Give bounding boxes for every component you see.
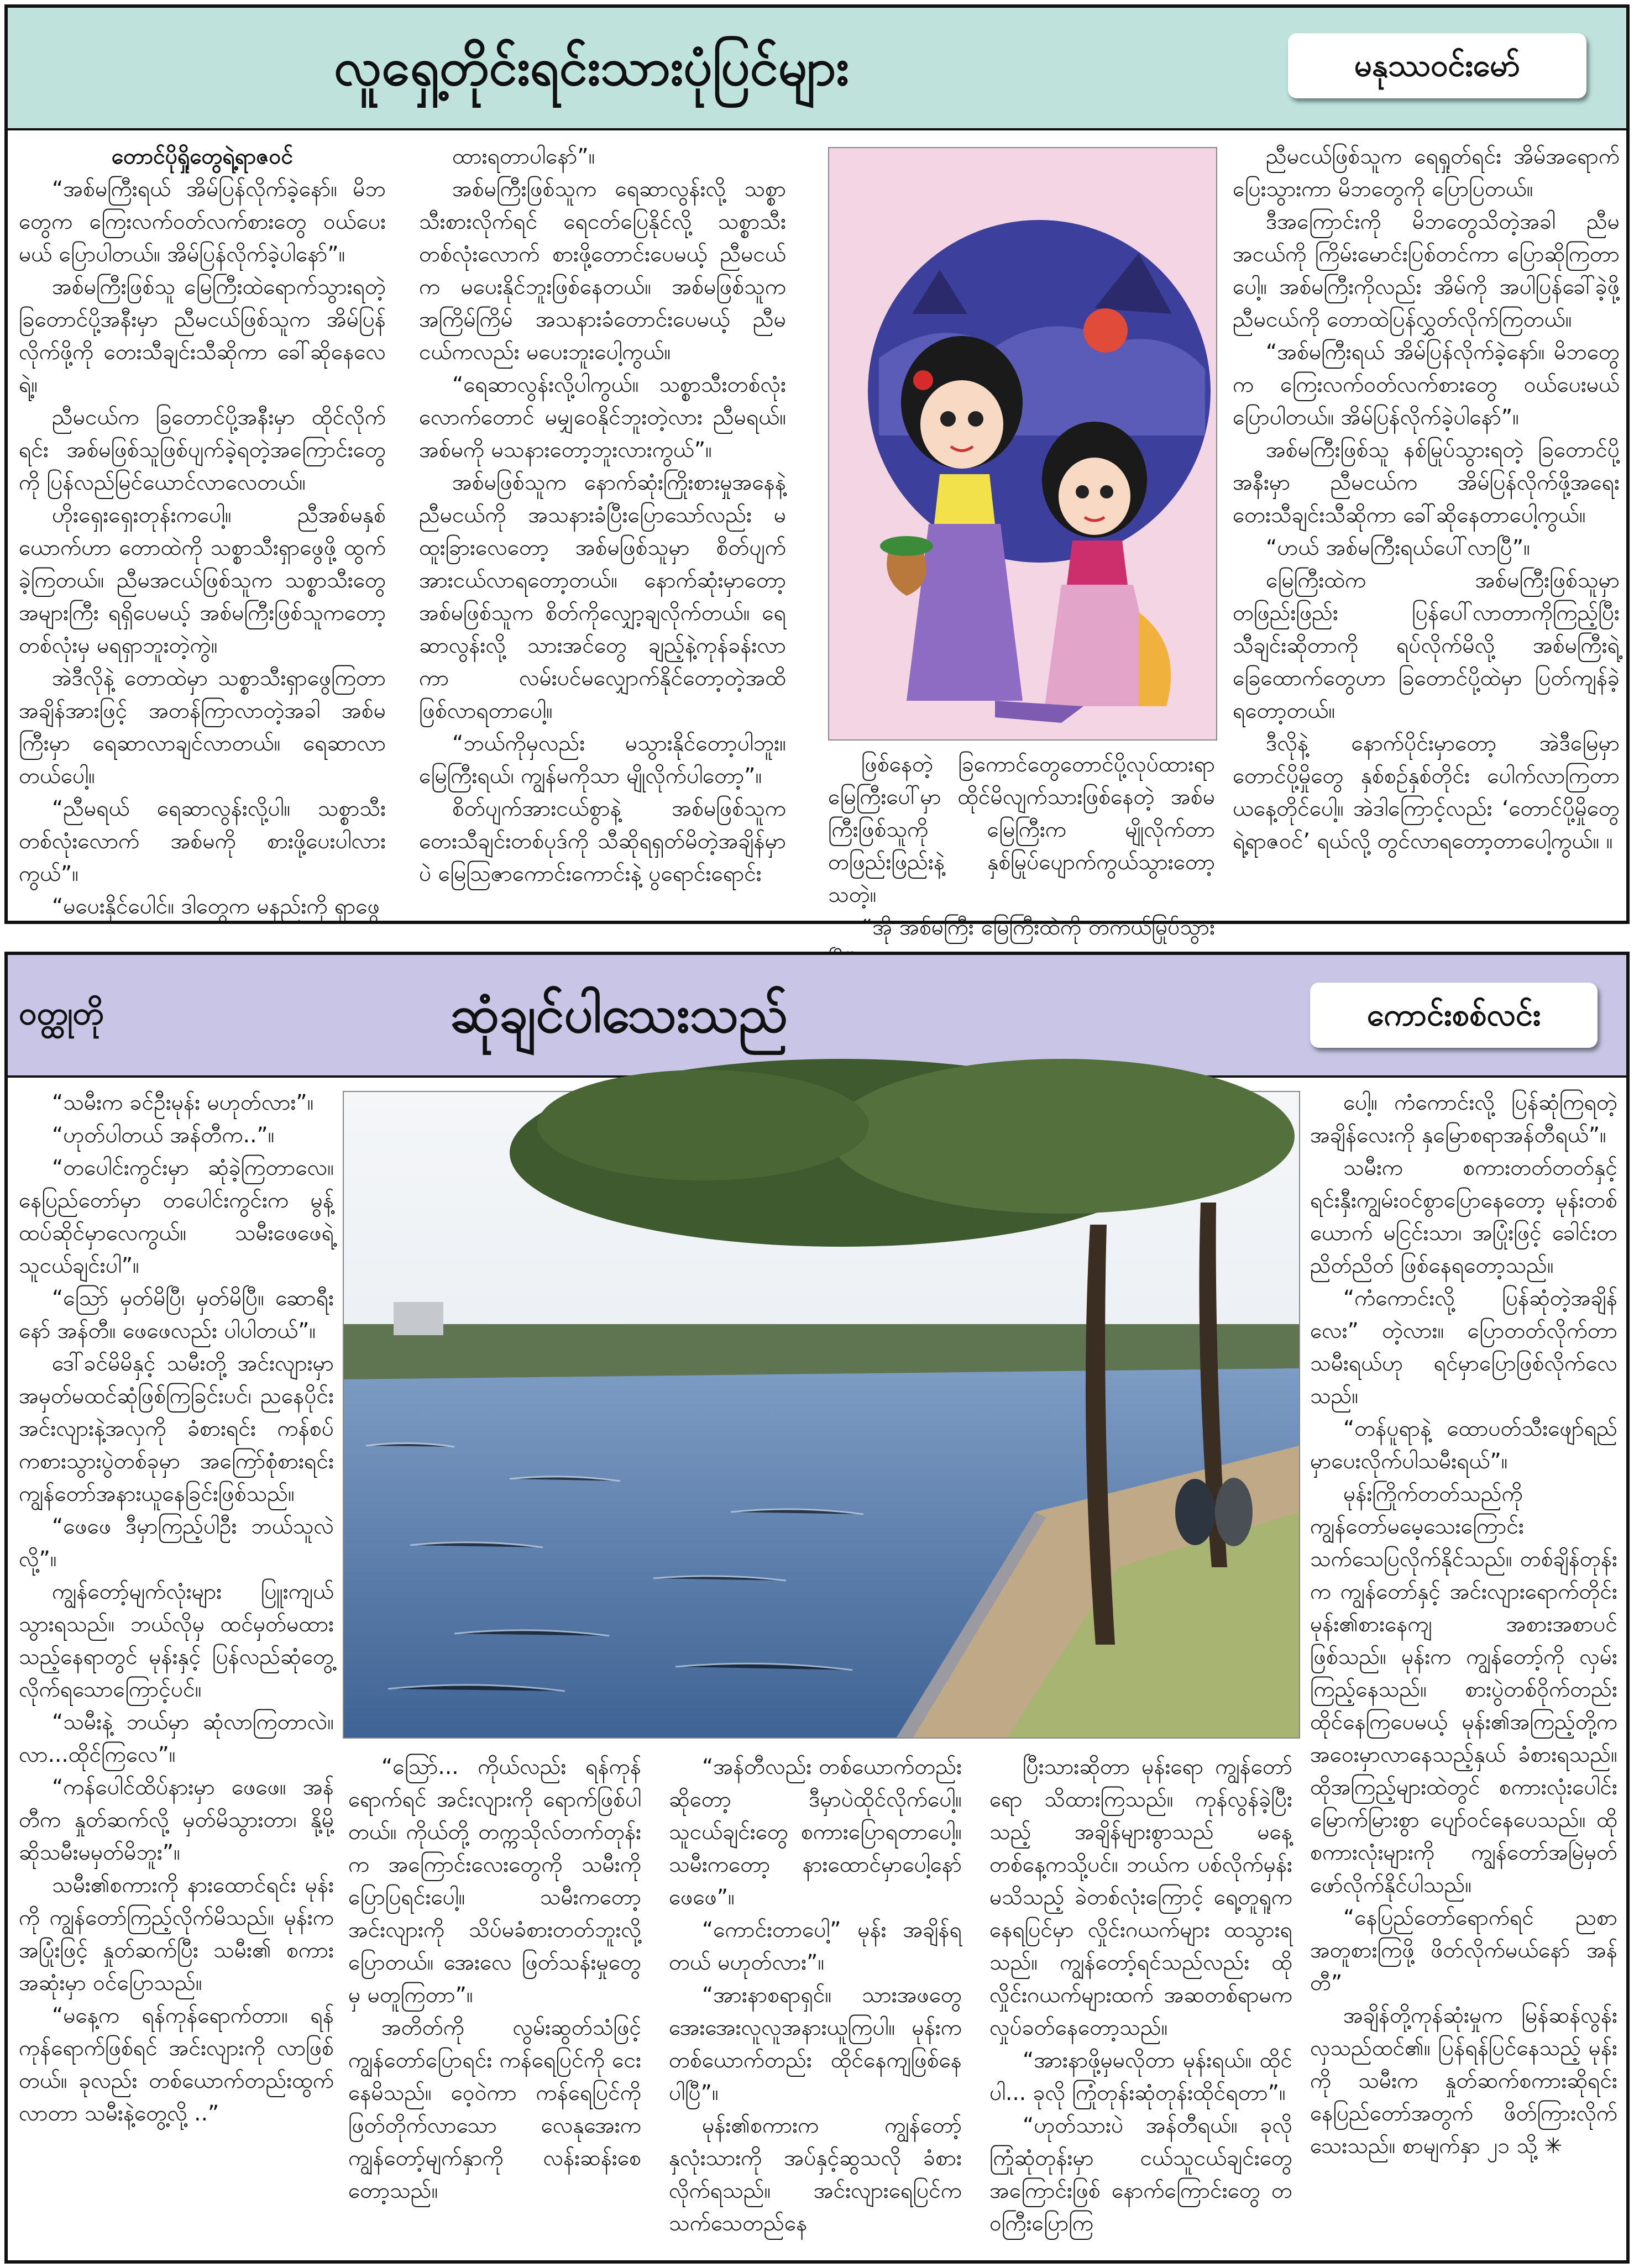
story1-column-2 <box>419 140 786 912</box>
story2-author: ကောင်းစစ်လင်း <box>1366 997 1541 1033</box>
paragraph: ဒေါ်ခင်မိမိနှင့် သမီးတို့ အင်းလျားမှာ အမှတ်မထင်ဆုံဖြစ်ကြခြင်းပင်၊ ညနေပိုင်း အင်းလျားနဲ့အလှကို ခံစားရင်း ကန်စပ်ကစားသွားပွဲတစ်ခုမှာ အကြော်စုံစားရင်း ကျွန်တော်အနားယူနေခြင်းဖြစ်သည်။ <box>19 1351 334 1506</box>
story2-column-2 <box>348 1751 641 2253</box>
story1-illustration-two-sisters <box>828 147 1217 741</box>
paragraph: “မနေ့က ရန်ကုန်ရောက်တာ။ ရန်ကုန်ရောက်ဖြစ်ရင် အင်းလျားကို လာဖြစ်တယ်။ ခုလည်း တစ်ယောက်တည်းထွက်လာတာ သမီးနဲ့တွေ့လို့ ..” <box>19 2003 334 2126</box>
story1-title: လူရှေ့တိုင်းရင်းသားပုံပြင်များ <box>334 38 849 97</box>
paragraph: ညီမငယ်ဖြစ်သူက ရေရှုတ်ရင်း အိမ်အရောက်ပြေးသွားကာ မိဘတွေကို ပြောပြတယ်။ <box>1233 144 1620 202</box>
story2-kicker: ဝတ္ထုတို <box>19 994 104 1032</box>
story2-column-5 <box>1310 1086 1617 2253</box>
paragraph: “ဖေဖေ ဒီမှာကြည့်ပါဦး ဘယ်သူလဲလို့”။ <box>19 1514 334 1572</box>
paragraph: “ဘယ်ကိုမှလည်း မသွားနိုင်တော့ပါဘူး။ မြေကြီးရယ်၊ ကျွန်မကိုသာ မျိုလိုက်ပါတော့”။ <box>419 731 786 789</box>
paragraph: “ဟုတ်ပါတယ် အန်တီက..”။ <box>52 1123 275 1148</box>
paragraph: “အစ်မကြီးရယ် အိမ်ပြန်လိုက်ခဲ့နော်။ မိဘတွေက ကြေးလက်ဝတ်လက်စားတွေ ဝယ်ပေးမယ် ပြောပါတယ်။ အိမ်ပြန်လိုက်ခဲ့ပါနော်”။ <box>1233 340 1620 430</box>
illustration-graphic <box>829 148 1216 739</box>
paragraph: ဖြစ်နေတဲ့ ခြကောင်တွေတောင်ပို့လုပ်ထားရာ မြေကြီးပေါ်မှာ ထိုင်မိလျက်သားဖြစ်နေတဲ့ အစ်မကြီးဖြစ်သူကို မြေကြီးက မျိုလိုက်တာ တဖြည်းဖြည်းနဲ့ နှစ်မြုပ်ပျောက်ကွယ်သွားတော့သတဲ့။ <box>828 752 1215 907</box>
paragraph: ကျွန်တော့်မျက်လုံးများ ပြူးကျယ်သွားရသည်။ ဘယ်လိုမှ ထင်မှတ်မထားသည့်နေရာတွင် မုန်းနှင့် ပြန်လည်ဆုံတွေ့လိုက်ရသောကြောင့်ပင်။ <box>19 1579 334 1702</box>
paragraph: “တန်ပူရာနဲ့ ထောပတ်သီးဖျော်ရည်မှာပေးလိုက်ပါသမီးရယ်”။ <box>1310 1416 1617 1474</box>
paragraph: “အားနာဖို့မှမလိုတာ မုန်းရယ်။ ထိုင်ပါ... ခုလို ကြုံတုန်းဆုံတုန်းထိုင်ရတာ”။ <box>989 2048 1292 2106</box>
paragraph: ပြီးသားဆိုတာ မုန်းရော ကျွန်တော်ရော သိထားကြသည်။ ကုန်လွန်ခဲ့ပြီးသည့် အချိန်များစွာသည် မနေ့တစ်နေ့ကသို့ပင်။ ဘယ်က ပစ်လိုက်မှန်းမသိသည့် ခဲတစ်လုံးကြောင့် ရေ့တူရူကနေရပြင်မှာ လှိုင်းဂယက်များ ထသွားရသည်။ ကျွန်တော့်ရင်သည်လည်း ထိုလှိုင်းဂယက်များထက် အဆတစ်ရာမက လှုပ်ခတ်နေတော့သည်။ <box>989 1755 1292 2040</box>
paragraph: ဟိုးရှေးရှေးတုန်းကပေါ့။ ညီအစ်မနှစ်ယောက်ဟာ တောထဲကို သစ္စာသီးရှာဖွေဖို့ ထွက်ခဲ့ကြတယ်။ ညီမအငယ်ဖြစ်သူက သစ္စာသီးတွေအများကြီး ရရှိပေမယ့် အစ်မကြီးဖြစ်သူကတော့ တစ်လုံးမှ မရရှာဘူးတဲ့ကွဲ။ <box>19 503 386 658</box>
paragraph: သမီးက စကားတတ်တတ်နှင့် ရင်းနှီးကျွမ်းဝင်စွာပြောနေတော့ မုန်းတစ်ယောက် မငြင်းသာ၊ အပြုံးဖြင့် ခေါင်းတညိတ်ညိတ် ဖြစ်နေရတော့သည်။ <box>1310 1156 1617 1278</box>
paragraph: “ကန်ပေါင်ထိပ်နားမှာ ဖေဖေ။ အန်တီက နှုတ်ဆက်လို့ မှတ်မိသွားတာ၊ နို့မို့ဆိုသမီးမမှတ်မိဘူး”။ <box>19 1775 334 1865</box>
paragraph: အစ်မကြီးဖြစ်သူ နစ်မြုပ်သွားရတဲ့ ခြတောင်ပို့အနီးမှာ ညီမငယ်က အိမ်ပြန်လိုက်ဖို့အရေး တေးသီချင်းသီဆိုကာ ခေါ်ဆိုနေတာပေါ့ကွယ်။ <box>1233 438 1620 528</box>
paragraph: “သမီးနဲ့ ဘယ်မှာ ဆုံလာကြတာလဲ။ လာ...ထိုင်ကြလေ”။ <box>19 1710 334 1767</box>
paragraph: အဲဒီလိုနဲ့ တောထဲမှာ သစ္စာသီးရှာဖွေကြတာ အချိန်အားဖြင့် အတန်ကြာလာတဲ့အခါ အစ်မကြီးမှာ ရေဆာလာချင်လာတယ်။ ရေဆာလာတယ်ပေါ့။ <box>19 666 386 789</box>
paragraph: အစ်မကြီးဖြစ်သူက ရေဆာလွန်းလို့ သစ္စာသီးစားလိုက်ရင် ရေငတ်ပြေနိုင်လို့ သစ္စာသီးတစ်လုံးလောက် စားဖို့တောင်းပေမယ့် ညီမငယ်က မပေးနိုင်ဘူးဖြစ်နေတယ်။ အစ်မဖြစ်သူက အကြိမ်ကြိမ် အသနားခံတောင်းပေမယ့် ညီမငယ်ကလည်း မပေးဘူးပေါ့ကွယ်။ <box>419 177 786 365</box>
paragraph: ဒီလိုနဲ့ နောက်ပိုင်းမှာတော့ အဲဒီမြေမှာ တောင်ပို့မှိုတွေ နှစ်စဉ်နှစ်တိုင်း ပေါက်လာကြတာ ယနေ့တိုင်ပေါ့။ အဲဒါကြောင့်လည်း ‘တောင်ပို့မှိုတွေရဲ့ရာဇဝင်’ ရယ်လို့ တွင်လာရတော့တာပေါ့ကွယ်။ ။ <box>1233 731 1620 854</box>
story2-title: ဆုံချင်ပါသေးသည် <box>450 985 788 1044</box>
paragraph: အချိန်တို့ကုန်ဆုံးမှုက မြန်ဆန်လွန်းလှသည်ထင်၏။ ပြန်ရန်ပြင်နေသည့် မုန်းကို သမီးက နှုတ်ဆက်စကားဆိုရင်း နေပြည်တော်အတွက် ဖိတ်ကြားလိုက်သေးသည်။ စာမျက်နှာ ၂၁ သို့ ✳ <box>1310 2003 1617 2159</box>
paragraph: “ရေဆာလွန်းလို့ပါကွယ်။ သစ္စာသီးတစ်လုံးလောက်တောင် မမျှဝေနိုင်ဘူးတဲ့လား ညီမရယ်။ အစ်မကို မသနားတော့ဘူးလားကွယ်”။ <box>419 372 786 463</box>
paragraph: ဒီအကြောင်းကို မိဘတွေသိတဲ့အခါ ညီမအငယ်ကို ကြိမ်းမောင်းပြစ်တင်ကာ ပြောဆိုကြတာပေါ့။ အစ်မကြီးကိုလည်း အိမ်ကို အပါပြန်ခေါ်ခဲ့ဖို့ ညီမငယ်ကို တောထဲပြန်လွှတ်လိုက်ကြတယ်။ <box>1233 209 1620 332</box>
paragraph: ပေါ့။ ကံကောင်းလို့ ပြန်ဆုံကြရတဲ့အချိန်လေးကို နှမြောစရာအန်တီရယ်”။ <box>1310 1090 1617 1148</box>
story-folktales <box>4 4 1630 940</box>
story1-header-band <box>8 8 1626 130</box>
paragraph: “နေပြည်တော်ရောက်ရင် ညစာအတူစားကြဖို့ ဖိတ်လိုက်မယ်နော် အန်တီ” <box>1310 1905 1617 1996</box>
story1-column-1 <box>19 140 386 919</box>
story2-column-1 <box>19 1086 334 2253</box>
paragraph: “အစ်မကြီးရယ် အိမ်ပြန်လိုက်ခဲ့နော်။ မိဘတွေက ကြေးလက်ဝတ်လက်စားတွေ ဝယ်ပေးမယ် ပြောပါတယ်။ အိမ်ပြန်လိုက်ခဲ့ပါနော်”။ <box>19 177 386 267</box>
paragraph: အစ်မကြီးဖြစ်သူ မြေကြီးထဲရောက်သွားရတဲ့ ခြတောင်ပို့အနီးမှာ ညီမငယ်ဖြစ်သူက အိမ်ပြန်လိုက်ဖို့ကို တေးသီချင်းသီဆိုကာ ခေါ်ဆိုနေလေရဲ့။ <box>19 275 386 397</box>
story2-author-box <box>1310 983 1598 1048</box>
paragraph: “ကံကောင်းလို့ ပြန်ဆုံတဲ့အချိန်လေး” တဲ့လား။ ပြောတတ်လိုက်တာ သမီးရယ်ဟု ရင်မှာပြောဖြစ်လိုက်လေသည်။ <box>1310 1286 1617 1409</box>
paragraph: “မပေးနိုင်ပေါင်။ ဒါတွေက မနည်းကို ရှာဖွေ <box>52 894 380 919</box>
paragraph: “ညီမရယ် ရေဆာလွန်းလို့ပါ။ သစ္စာသီးတစ်လုံးလောက် အစ်မကို စားဖို့ပေးပါလားကွယ်”။ <box>19 796 386 886</box>
story2-column-3 <box>669 1751 962 2253</box>
lake-photo-graphic <box>344 1092 1299 1737</box>
paragraph: မုန်းကြိုက်တတ်သည်ကို ကျွန်တော်မမေ့သေးကြောင်း သက်သေပြလိုက်နိုင်သည်။ တစ်ချိန်တုန်းက ကျွန်တော်နှင့် အင်းလျားရောက်တိုင်း မုန်း၏စားနေကျ အစားအစာပင်ဖြစ်သည်။ မုန်းက ကျွန်တော့်ကို လှမ်းကြည့်နေသည်။ စားပွဲတစ်ဝိုက်တည်း ထိုင်နေကြပေမယ့် မုန်း၏အကြည့်တို့က အဝေးမှာလာနေသည့်နှယ် ခံစားရသည်။ ထိုအကြည့်များထဲတွင် စကားလုံးပေါင်းမြောက်မြားစွာ ပျော်ဝင်နေပေသည်။ ထိုစကားလုံးများကို ကျွန်တော်အမြဲမှတ်ဖော်လိုက်နိုင်ပါသည်။ <box>1310 1482 1617 1898</box>
story1-column-3 <box>828 748 1215 940</box>
paragraph: “ဟယ် အစ်မကြီးရယ်ပေါ်လာပြီ”။ <box>1266 536 1530 560</box>
paragraph: “သြော် မှတ်မိပြီ၊ မှတ်မိပြီ။ ဆောရီးနော် အန်တီ။ ဖေဖေလည်း ပါပါတယ်”။ <box>19 1286 334 1343</box>
paragraph: မုန်း၏စကားက ကျွန်တော့်နှလုံးသားကို အပ်နှင့်ဆွသလို ခံစားလိုက်ရသည်။ အင်းလျားရေပြင်က သက်သေတည်နေ <box>669 2113 962 2236</box>
story1-author: မနုဿဝင်းမော် <box>1354 48 1521 83</box>
paragraph: “အို အစ်မကြီး မြေကြီးထဲကို တကယ်မြုပ်သွား <box>861 915 1215 940</box>
paragraph: “အားနာစရာရှင်။ သားအဖတွေ အေးအေးလူလူအနားယူကြပါ။ မုန်းက တစ်ယောက်တည်း ထိုင်နေကျဖြစ်နေပါပြီ”။ <box>669 1983 962 2106</box>
paragraph: ညီမငယ်က ခြတောင်ပို့အနီးမှာ ထိုင်လိုက်ရင်း အစ်မဖြစ်သူဖြစ်ပျက်ခဲ့ရတဲ့အကြောင်းတွေကို ပြန်လည်မြင်ယောင်လာလေတယ်။ <box>19 405 386 495</box>
story2-column-4 <box>989 1751 1292 2253</box>
paragraph: “ကောင်းတာပေါ့” မုန်း အချိန်ရတယ် မဟုတ်လား”။ <box>669 1918 962 1975</box>
story-short-fiction <box>4 952 1630 2264</box>
story2-photo-lake <box>343 1091 1300 1739</box>
paragraph: မြေကြီးထဲက အစ်မကြီးဖြစ်သူမှာ တဖြည်းဖြည်း ပြန်ပေါ်လာတာကိုကြည့်ပြီး သီချင်းဆိုတာကို ရပ်လိုက်မိလို့ အစ်မကြီးရဲ့ခြေထောက်တွေဟာ ခြတောင်ပို့ထဲမှာ ပြတ်ကျန်ခဲ့ရတော့တယ်။ <box>1233 568 1620 723</box>
paragraph: “သြော်... ကိုယ်လည်း ရန်ကုန်ရောက်ရင် အင်းလျားကို ရောက်ဖြစ်ပါတယ်။ ကိုယ်တို့ တက္ကသိုလ်တက်တုန်းက အကြောင်းလေးတွေကို သမီးကို ပြောပြရင်းပေါ့။ သမီးကတော့ အင်းလျားကို သိပ်မခံစားတတ်ဘူးလို့ ပြောတယ်။ အေးလေ ဖြတ်သန်းမှုတွေမှ မတူကြတာ”။ <box>348 1755 641 2008</box>
paragraph: ထားရတာပါနော်”။ <box>452 144 595 169</box>
paragraph: “ဟုတ်သားပဲ အန်တီရယ်။ ခုလို ကြုံဆုံတုန်းမှာ ငယ်သူငယ်ချင်းတွေ အကြောင်းဖြစ် နောက်ကြောင်းတွေ တဝကြီးပြောကြ <box>989 2113 1292 2236</box>
subheading: တောင်ပိုရှိုတွေရဲ့ရာဇဝင် <box>111 144 294 169</box>
paragraph: သမီး၏စကားကို နားထောင်ရင်း မုန်းကို ကျွန်တော်ကြည့်လိုက်မိသည်။ မုန်းက အပြုံးဖြင့် နှုတ်ဆက်ပြီး သမီး၏ စကားအဆုံးမှာ ဝင်ပြောသည်။ <box>19 1873 334 1996</box>
paragraph: “သမီးက ခင်ဦးမုန်း မဟုတ်လား”။ <box>52 1090 314 1115</box>
paragraph: အစ်မဖြစ်သူက နောက်ဆုံးကြိုးစားမှုအနေနဲ့ ညီမငယ်ကို အသနားခံပြီးပြောသော်လည်း မထူးခြားလေတော့ အစ်မဖြစ်သူမှာ စိတ်ပျက်အားငယ်လာရတော့တယ်။ နောက်ဆုံးမှာတော့ အစ်မဖြစ်သူက စိတ်ကိုလျှော့ချလိုက်တယ်။ ရေဆာလွန်းလို့ သားအင်တွေ ချည့်နဲ့ကုန်ခန်းလာကာ လမ်းပင်မလျှောက်နိုင်တော့တဲ့အထိ ဖြစ်လာရတာပေါ့။ <box>419 470 786 723</box>
story1-column-4 <box>1233 140 1620 912</box>
paragraph: “တပေါင်းကွင်းမှာ ဆုံခဲ့ကြတာလေ။ နေပြည်တော်မှာ တပေါင်းကွင်းက မွန့်ထပ်ဆိုင်မှာလေကွယ်။ သမီးဖေဖေရဲ့သူငယ်ချင်းပါ”။ <box>19 1156 334 1278</box>
paragraph: “အန်တီလည်း တစ်ယောက်တည်းဆိုတော့ ဒီမှာပဲထိုင်လိုက်ပေါ့။ သူငယ်ချင်းတွေ စကားပြောရတာပေါ့။ သမီးကတော့ နားထောင်မှာပေါ့နော် ဖေဖေ”။ <box>669 1755 962 1910</box>
paragraph: စိတ်ပျက်အားငယ်စွာနဲ့ အစ်မဖြစ်သူက တေးသီချင်းတစ်ပုဒ်ကို သီဆိုရရှတ်မိတဲ့အချိန်မှာပဲ မြေသြဇာကောင်းကောင်းနဲ့ ပွရောင်းရောင်း <box>419 796 786 886</box>
story1-author-box <box>1288 33 1586 98</box>
paragraph: အတိတ်ကို လွမ်းဆွတ်သံဖြင့် ကျွန်တော်ပြောရင်း ကန်ရေပြင်ကို ငေးနေမိသည်။ ဝေ့ဝဲကာ ကန်ရေပြင်ကို ဖြတ်တိုက်လာသော လေနုအေးက ကျွန်တော့်မျက်နှာကို လန်းဆန်းစေတော့သည်။ <box>348 2015 641 2203</box>
